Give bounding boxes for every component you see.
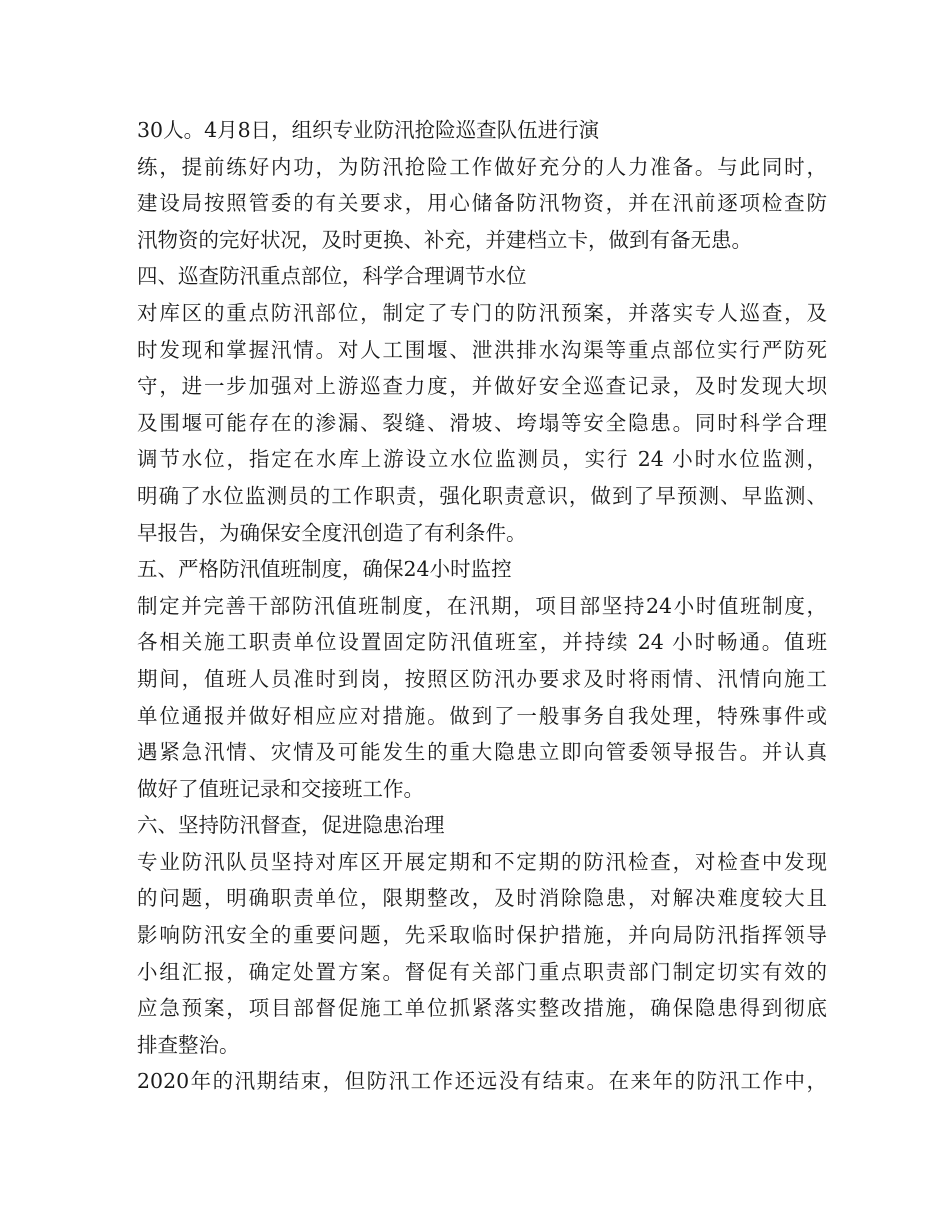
body-text xyxy=(137,112,827,1100)
text-line: 明确了水位监测员的工作职责，强化职责意识，做到了早预测、早监测、 xyxy=(137,483,827,508)
text-line: 遇紧急汛情、灾情及可能发生的重大隐患立即向管委领导报告。并认真 xyxy=(137,740,827,765)
text-line: 应急预案，项目部督促施工单位抓紧落实整改措施，确保隐患得到彻底 xyxy=(137,996,827,1021)
text-line: 建设局按照管委的有关要求，用心储备防汛物资，并在汛前逐项检查防 xyxy=(137,191,827,216)
text-line: 专业防汛队员坚持对库区开展定期和不定期的防汛检查，对检查中发现 xyxy=(137,849,827,874)
text-line: 小组汇报，确定处置方案。督促有关部门重点职责部门制定切实有效的 xyxy=(137,959,827,984)
text-line: 练，提前练好内功，为防汛抢险工作做好充分的人力准备。与此同时， xyxy=(137,154,827,179)
text-line: 对库区的重点防汛部位，制定了专门的防汛预案，并落实专人巡查，及 xyxy=(137,300,827,325)
text-line: 制定并完善干部防汛值班制度，在汛期，项目部坚持24小时值班制度， xyxy=(137,593,827,618)
text-line: 汛物资的完好状况，及时更换、补充，并建档立卡，做到有备无患。 xyxy=(137,227,752,252)
text-line: 六、坚持防汛督查，促进隐患治理 xyxy=(137,813,445,838)
text-line: 做好了值班记录和交接班工作。 xyxy=(137,776,424,801)
text-line: 2020年的汛期结束，但防汛工作还远没有结束。在来年的防汛工作中， xyxy=(137,1069,827,1094)
text-line: 早报告，为确保安全度汛创造了有利条件。 xyxy=(137,520,527,545)
text-line: 时发现和掌握汛情。对人工围堰、泄洪排水沟渠等重点部位实行严防死 xyxy=(137,337,827,362)
text-line: 的问题，明确职责单位，限期整改，及时消除隐患，对解决难度较大且 xyxy=(137,886,827,911)
text-line: 及围堰可能存在的渗漏、裂缝、滑坡、垮塌等安全隐患。同时科学合理 xyxy=(137,410,827,435)
text-line: 四、巡查防汛重点部位，科学合理调节水位 xyxy=(137,264,527,289)
text-line: 五、严格防汛值班制度，确保24小时监控 xyxy=(137,557,512,582)
text-line: 排查整治。 xyxy=(137,1032,240,1057)
text-line: 影响防汛安全的重要问题，先采取临时保护措施，并向局防汛指挥领导 xyxy=(137,923,827,948)
text-line: 30人。4月8日，组织专业防汛抢险巡查队伍进行演 xyxy=(137,118,600,142)
text-line: 单位通报并做好相应应对措施。做到了一般事务自我处理，特殊事件或 xyxy=(137,703,827,728)
text-line: 期间，值班人员准时到岗，按照区防汛办要求及时将雨情、汛情向施工 xyxy=(137,666,827,691)
text-line: 各相关施工职责单位设置固定防汛值班室，并持续 24 小时畅通。值班 xyxy=(137,630,827,655)
text-line: 守，进一步加强对上游巡查力度，并做好安全巡查记录，及时发现大坝 xyxy=(137,374,827,399)
text-line: 调节水位，指定在水库上游设立水位监测员，实行 24 小时水位监测， xyxy=(137,447,827,472)
